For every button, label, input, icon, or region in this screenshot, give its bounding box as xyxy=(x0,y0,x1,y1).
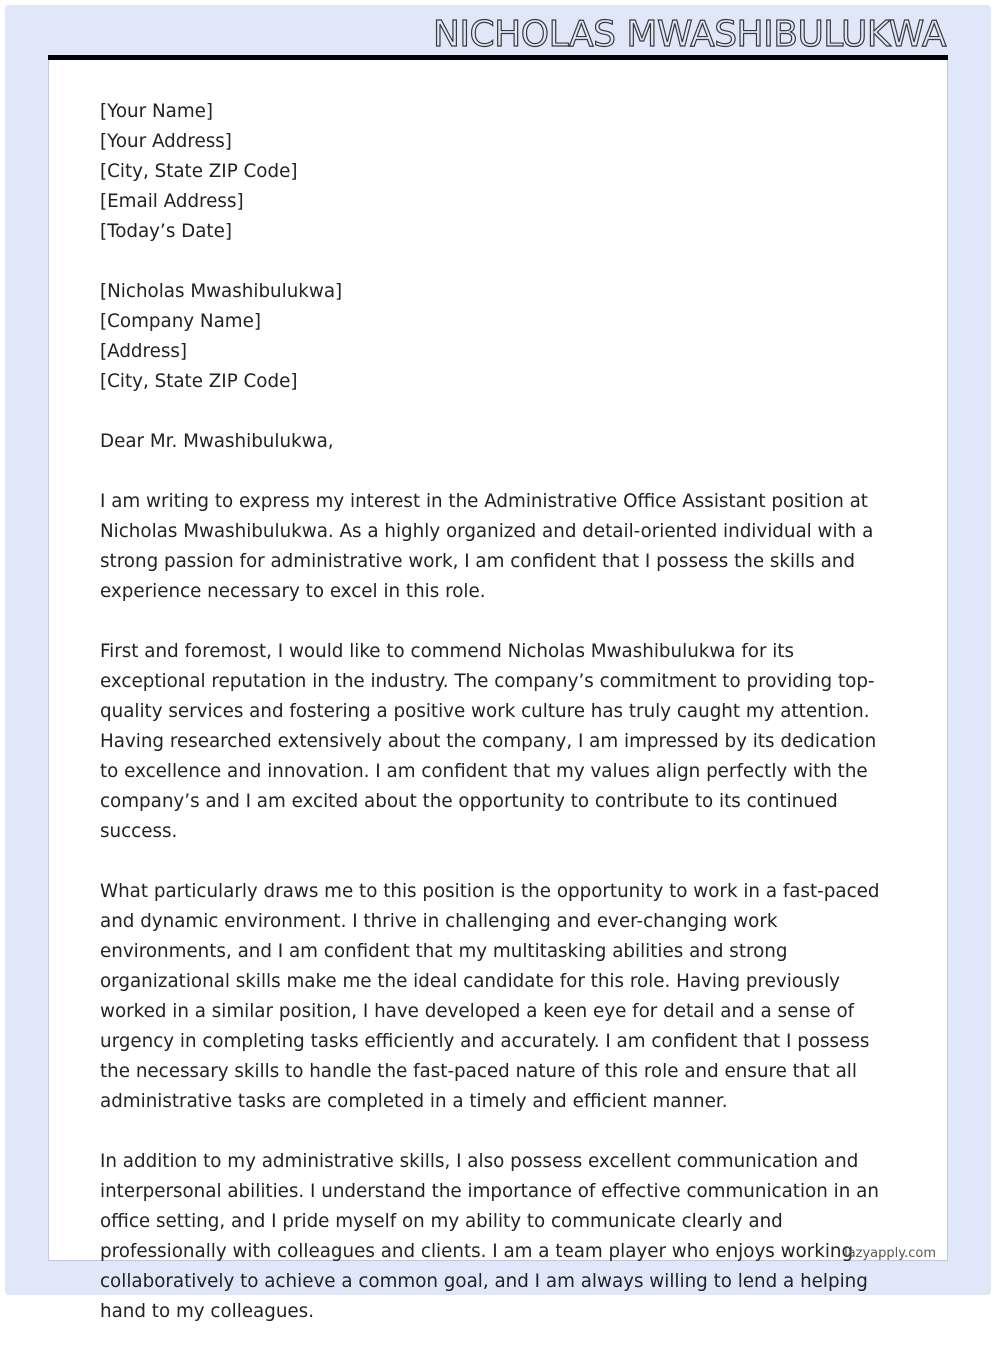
sender-city-state-zip: [City, State ZIP Code] xyxy=(100,161,298,182)
recipient-name: [Nicholas Mwashibulukwa] xyxy=(100,281,343,302)
letter-date: [Today’s Date] xyxy=(100,221,232,242)
recipient-city-state-zip: [City, State ZIP Code] xyxy=(100,371,298,392)
sender-email: [Email Address] xyxy=(100,191,244,212)
watermark: lazyapply.com xyxy=(844,1246,936,1261)
salutation: Dear Mr. Mwashibulukwa, xyxy=(100,431,334,452)
page-title: NICHOLAS MWASHIBULUKWA xyxy=(433,14,946,55)
recipient-company: [Company Name] xyxy=(100,311,261,332)
body-paragraph-2: First and foremost, I would like to commend Nicholas Mwashibulukwa for its exceptional reputation in the industry. The company’s commitment to providing top-quality services and fostering a positive work culture has truly caught my attention. Having researched extensively about the company, I am impressed by its dedication to excellence and innovation. I am confident that my values align perfectly with the company’s and I am excited about the opportunity to contribute to its continued success. xyxy=(100,641,877,842)
sender-address: [Your Address] xyxy=(100,131,232,152)
spacer xyxy=(100,247,900,277)
body-paragraph-4: In addition to my administrative skills, I also possess excellent communication and interpersonal abilities. I understand the importance of effective communication in an office setting, and I pride myself on my ability to communicate clearly and professionally with colleagues and clients. I am a team player who enjoys working collaboratively to achieve a common goal, and I am always willing to lend a helping hand to my colleagues. xyxy=(100,1151,879,1322)
sender-block xyxy=(100,97,900,247)
body-paragraph-1: I am writing to express my interest in the Administrative Office Assistant position at Nicholas Mwashibulukwa. As a highly organized and detail-oriented individual with a strong passion for administrative work, I am confident that I possess the skills and experience necessary to excel in this role. xyxy=(100,491,874,602)
letter-sheet xyxy=(48,60,948,1322)
recipient-block xyxy=(100,277,900,397)
sender-name: [Your Name] xyxy=(100,101,214,122)
spacer xyxy=(100,397,900,427)
recipient-address: [Address] xyxy=(100,341,188,362)
body-paragraph-3: What particularly draws me to this position is the opportunity to work in a fast-paced and dynamic environment. I thrive in challenging and ever-changing work environments, and I am confident that my multitasking abilities and strong organizational skills make me the ideal candidate for this role. Having previously worked in a similar position, I have developed a keen eye for detail and a sense of urgency in completing tasks efficiently and accurately. I am confident that I possess the necessary skills to handle the fast-paced nature of this role and ensure that all administrative tasks are completed in a timely and efficient manner. xyxy=(100,881,880,1112)
cover-letter-body xyxy=(100,97,900,1357)
